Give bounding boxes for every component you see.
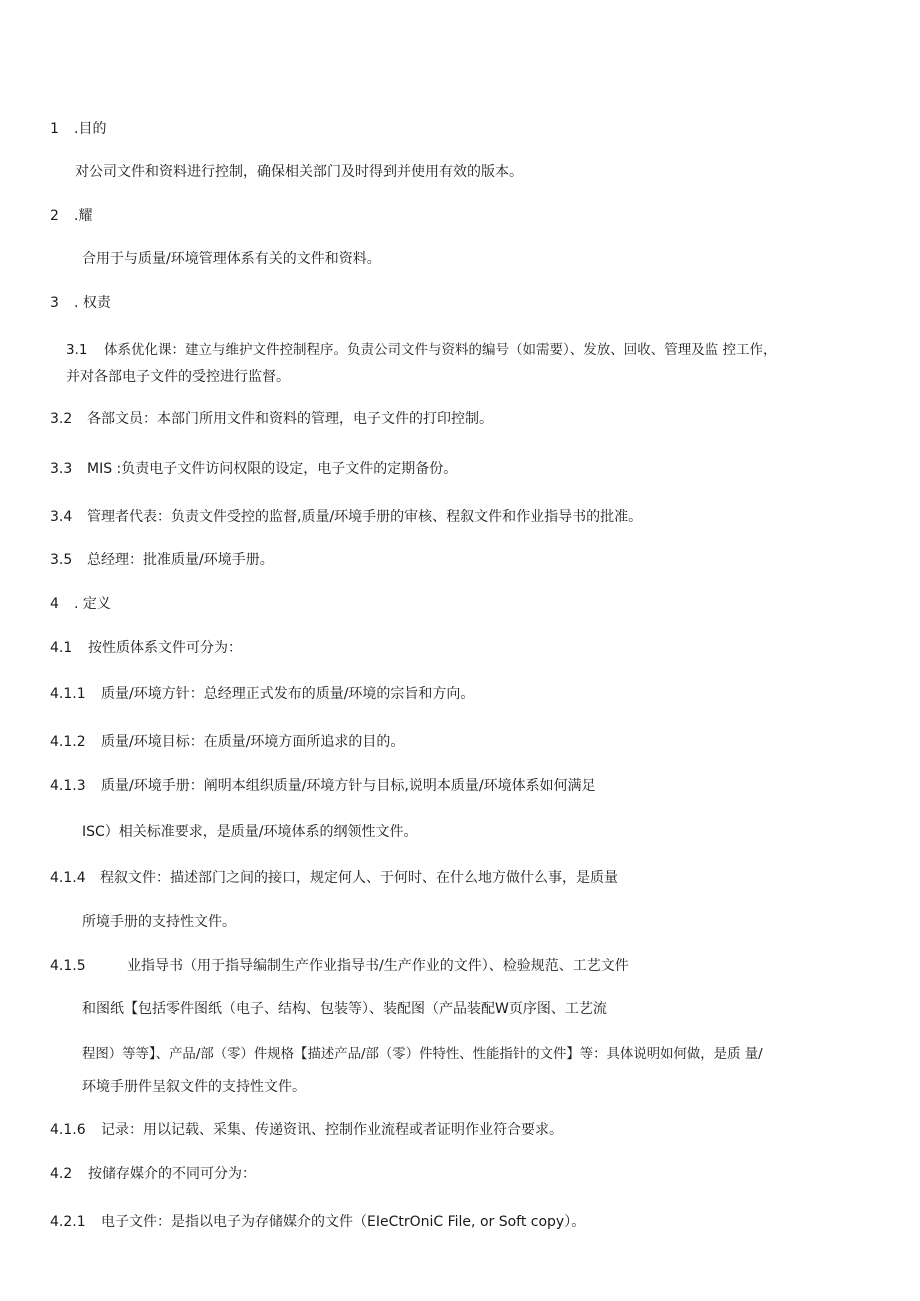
clause-3-4 [50,507,642,527]
clause-text: 电子文件：是指以电子为存储媒介的文件（EIeCtrOniC File, or Soft copy）。 [101,1214,586,1230]
clause-text: 各部文员：本部门所用文件和资料的管理，电子文件的打印控制。 [87,411,493,427]
paragraph [82,912,236,932]
clause-text: 程叙文件：描述部门之间的接口，规定何人、于何时、在什么地方做什么事，是质量 [100,870,618,886]
section-number: 4 [50,596,59,612]
clause-number: 4.1.6 [50,1122,86,1138]
section-title: .耀 [74,208,93,224]
clause-number: 4.1.5 [50,958,86,974]
paragraph-text: 环境手册件呈叙文件的支持性文件。 [82,1079,306,1095]
paragraph-text: 合用于与质量/环境管理体系有关的文件和资料。 [82,251,381,267]
clause-text: 按性质体系文件可分为： [88,640,242,656]
clause-text: 总经理：批准质量/环境手册。 [87,552,274,568]
section-number: 1 [50,121,59,137]
paragraph [82,999,607,1019]
clause-text: 记录：用以记载、采集、传递资讯、控制作业流程或者证明作业符合要求。 [101,1122,563,1138]
clause-3-3 [50,459,457,479]
paragraph-text: 和图纸【包括零件图纸（电子、结构、包装等）、装配图（产品装配W页序图、工艺流 [82,1001,607,1017]
clause-number: 4.2 [50,1166,73,1182]
section-heading-2 [50,206,92,226]
paragraph-text: 所境手册的支持性文件。 [82,914,236,930]
clause-number: 4.1.3 [50,778,86,794]
clause-text: 质量/环境目标：在质量/环境方面所追求的目的。 [101,734,405,750]
paragraph-text: ISC）相关标准要求，是质量/环境体系的纲领性文件。 [82,824,418,840]
section-title: . 权责 [74,295,111,311]
clause-4-1-3 [50,776,596,796]
clause-4-1-2 [50,732,404,752]
paragraph [66,367,290,387]
clause-number: 4.1 [50,640,73,656]
clause-text: MIS :负责电子文件访问权限的设定，电子文件的定期备份。 [87,461,458,477]
clause-3-1 [66,340,777,360]
section-heading-3 [50,293,111,313]
clause-text: 业指导书（用于指导编制生产作业指导书/生产作业的文件）、检验规范、工艺文件 [127,958,629,974]
clause-4-1-1 [50,684,474,704]
clause-number: 3.5 [50,552,73,568]
clause-number: 3.2 [50,411,73,427]
clause-4-1-4 [50,868,618,888]
section-heading-1 [50,119,106,139]
paragraph [82,1077,306,1097]
clause-4-1-5 [50,956,629,976]
clause-text: 体系优化课：建立与维护文件控制程序。负责公司文件与资料的编号（如需要）、发放、回收、管理及监 控工作， [104,342,777,358]
clause-4-1-6 [50,1120,563,1140]
clause-text: 质量/环境手册：阐明本组织质量/环境方针与目标,说明本质量/环境体系如何满足 [101,778,596,794]
clause-number: 4.1.4 [50,870,86,886]
clause-3-5 [50,550,274,570]
paragraph [82,249,381,269]
clause-number: 3.4 [50,509,73,525]
paragraph [82,822,418,842]
clause-number: 3.3 [50,461,73,477]
clause-text: 质量/环境方针：总经理正式发布的质量/环境的宗旨和方向。 [101,686,475,702]
clause-number: 3.1 [66,342,88,358]
clause-4-2 [50,1164,256,1184]
section-heading-4 [50,594,111,614]
clause-number: 4.1.1 [50,686,86,702]
paragraph-text: 程图）等等】、产品/部（零）件规格【描述产品/部（零）件特性、性能指针的文件】等：具体说明如何做，是质 量/ [82,1047,763,1062]
clause-3-2 [50,409,493,429]
paragraph-text: 对公司文件和资料进行控制，确保相关部门及时得到并使用有效的版本。 [75,164,523,180]
clause-number: 4.2.1 [50,1214,86,1230]
paragraph-text: 并对各部电子文件的受控进行监督。 [66,369,290,385]
clause-4-1 [50,638,242,658]
paragraph [75,162,523,182]
section-number: 3 [50,295,59,311]
section-title: . 定义 [74,596,111,612]
clause-4-2-1 [50,1212,585,1232]
clause-text: 管理者代表：负责文件受控的监督,质量/环境手册的审核、程叙文件和作业指导书的批准。 [87,509,643,525]
section-title: .目的 [74,121,107,137]
clause-text: 按储存媒介的不同可分为： [88,1166,256,1182]
paragraph [82,1045,763,1065]
clause-number: 4.1.2 [50,734,86,750]
section-number: 2 [50,208,59,224]
